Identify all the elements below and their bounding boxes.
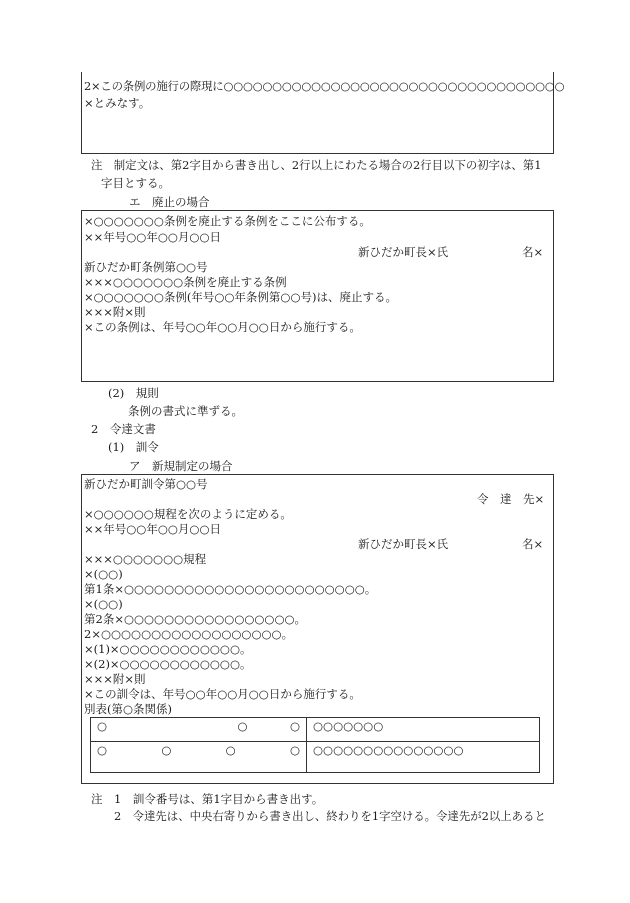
section-kunrei: (1) 訓令 <box>108 440 159 454</box>
box3-name-suffix: 名× <box>522 537 544 551</box>
box2-line6: ×○○○○○○○条例(年号○○年条例第○○号)は、廃止する。 <box>84 290 397 304</box>
box3-line13: ×(2)×○○○○○○○○○○○○。 <box>84 657 252 671</box>
box3-recipient: 令 達 先× <box>477 492 545 506</box>
box3-line1: 新ひだか町訓令第○○号 <box>84 477 208 491</box>
box3-line10: 第2条×○○○○○○○○○○○○○○○○○。 <box>84 612 307 626</box>
cell-mark: ○ <box>225 743 236 757</box>
box3-line12: ×(1)×○○○○○○○○○○○○。 <box>84 642 252 656</box>
box3-line4: ××年号○○年○○月○○日 <box>84 522 221 536</box>
note1-line2: 字目とする。 <box>101 176 170 190</box>
cell-mark: ○ <box>289 743 300 757</box>
cell-mark: ○ <box>289 719 300 733</box>
table-cell <box>91 742 307 773</box>
section-kisoku: (2) 規則 <box>108 386 159 400</box>
heading-shinki: ア 新規制定の場合 <box>129 459 233 473</box>
box2-line1: ×○○○○○○○条例を廃止する条例をここに公布する。 <box>84 214 371 228</box>
table-cell <box>91 718 307 742</box>
heading-haishi: エ 廃止の場合 <box>129 195 210 209</box>
cell-mark: ○ <box>161 743 172 757</box>
box3-line15: ×この訓令は、年号○○年○○月○○日から施行する。 <box>84 687 361 701</box>
box2-line4: 新ひだか町条例第○○号 <box>84 260 208 274</box>
box3-line3: ×○○○○○○規程を次のように定める。 <box>84 507 292 521</box>
table-row <box>91 742 540 773</box>
box3-line14: ×××附×則 <box>84 672 146 686</box>
box2-line2: ××年号○○年○○月○○日 <box>84 230 221 244</box>
box2-line8: ×この条例は、年号○○年○○月○○日から施行する。 <box>84 320 361 334</box>
box1-line1: 2×この条例の施行の際現に○○○○○○○○○○○○○○○○○○○○○○○○○○○○○○○○○○○ <box>84 79 565 93</box>
box3-line9: ×(○○) <box>84 597 123 611</box>
section-reitatsu: 2 令達文書 <box>91 422 156 436</box>
appendix-table <box>90 717 540 773</box>
box1-line2: ×とみなす。 <box>84 96 151 110</box>
box3-line6: ×××○○○○○○○規程 <box>84 552 207 566</box>
table-row <box>91 718 540 742</box>
note2-line2: 2 令達先は、中央右寄りから書き出し、終わりを1字空ける。令達先が2以上あると <box>114 809 546 823</box>
table-cell: ○○○○○○○○○○○○○○○ <box>307 742 540 773</box>
box3-signer: 新ひだか町長×氏 <box>358 537 449 551</box>
note2-line1: 注 1 訓令番号は、第1字目から書き出す。 <box>91 792 324 806</box>
cell-mark: ○ <box>97 743 108 757</box>
cell-mark: ○ <box>237 719 248 733</box>
box2-signer: 新ひだか町長×氏 <box>358 245 449 259</box>
box3-line11: 2×○○○○○○○○○○○○○○○○○○。 <box>84 627 294 641</box>
cell-mark: ○ <box>97 719 108 733</box>
box2-name-suffix: 名× <box>522 245 544 259</box>
box3-line16: 別表(第○条関係) <box>84 702 173 716</box>
box2-line7: ×××附×則 <box>84 305 146 319</box>
section-kisoku-text: 条例の書式に準ずる。 <box>128 404 243 418</box>
box3-line7: ×(○○) <box>84 567 123 581</box>
box2-line5: ×××○○○○○○○条例を廃止する条例 <box>84 275 287 289</box>
note1-line1: 注 制定文は、第2字目から書き出し、2行以上にわたる場合の2行目以下の初字は、第1 <box>91 158 542 172</box>
table-cell: ○○○○○○○ <box>307 718 540 742</box>
box3-line8: 第1条×○○○○○○○○○○○○○○○○○○○○○○○○。 <box>84 582 377 596</box>
